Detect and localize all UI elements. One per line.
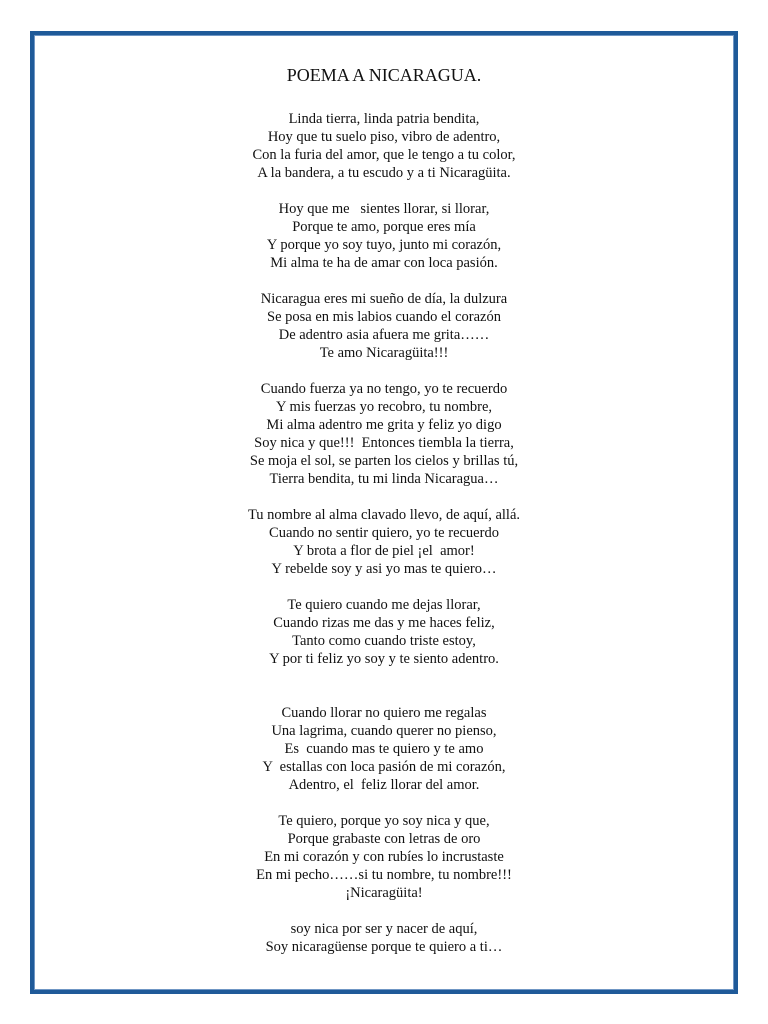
poem-line: Soy nicaragüense porque te quiero a ti… bbox=[265, 939, 503, 955]
poem-line: Tierra bendita, tu mi linda Nicaragua… bbox=[269, 471, 499, 487]
poem-line: En mi pecho……si tu nombre, tu nombre!!! bbox=[256, 867, 512, 883]
stanza-6 bbox=[34, 596, 734, 668]
poem-line: Tu nombre al alma clavado llevo, de aquí, allá. bbox=[247, 507, 521, 523]
poem-body bbox=[34, 110, 734, 974]
poem-line: Porque grabaste con letras de oro bbox=[287, 831, 481, 847]
poem-line: Cuando no sentir quiero, yo te recuerdo bbox=[269, 525, 499, 541]
poem-line: Hoy que tu suelo piso, vibro de adentro, bbox=[267, 129, 501, 145]
poem-line: soy nica por ser y nacer de aquí, bbox=[290, 921, 478, 937]
poem-line: Hoy que me sientes llorar, si llorar, bbox=[278, 201, 490, 217]
poem-line: Te quiero, porque yo soy nica y que, bbox=[278, 813, 490, 829]
poem-line: Tanto como cuando triste estoy, bbox=[292, 633, 476, 649]
poem-line: Nicaragua eres mi sueño de día, la dulzura bbox=[260, 291, 508, 307]
page-frame bbox=[30, 31, 738, 994]
poem-line: Y rebelde soy y asi yo mas te quiero… bbox=[271, 561, 497, 577]
poem-line: De adentro asia afuera me grita…… bbox=[278, 327, 490, 343]
poem-title: POEMA A NICARAGUA. bbox=[286, 65, 482, 85]
poem-line: Y estallas con loca pasión de mi corazón, bbox=[262, 759, 506, 775]
poem-line: Con la furia del amor, que le tengo a tu color, bbox=[252, 147, 516, 163]
poem-line: ¡Nicaragüita! bbox=[345, 885, 423, 901]
poem-line: Cuando llorar no quiero me regalas bbox=[281, 705, 487, 721]
poem-line: Y brota a flor de piel ¡el amor! bbox=[293, 543, 475, 559]
poem-line: Se moja el sol, se parten los cielos y brillas tú, bbox=[249, 453, 519, 469]
poem-line: Linda tierra, linda patria bendita, bbox=[288, 111, 480, 127]
poem-line: Se posa en mis labios cuando el corazón bbox=[267, 309, 501, 325]
poem-line: Adentro, el feliz llorar del amor. bbox=[288, 777, 480, 793]
stanza-2 bbox=[34, 200, 734, 272]
poem-line: Mi alma adentro me grita y feliz yo digo bbox=[266, 417, 502, 433]
stanza-9 bbox=[34, 920, 734, 956]
stanza-7 bbox=[34, 704, 734, 794]
stanza-3 bbox=[34, 290, 734, 362]
stanza-5 bbox=[34, 506, 734, 578]
poem-line: Te amo Nicaragüita!!! bbox=[319, 345, 449, 361]
poem-line: Porque te amo, porque eres mía bbox=[292, 219, 476, 235]
poem-line: Una lagrima, cuando querer no pienso, bbox=[271, 723, 497, 739]
poem-line: Y por ti feliz yo soy y te siento adentro. bbox=[269, 651, 499, 667]
poem-line: Y porque yo soy tuyo, junto mi corazón, bbox=[266, 237, 502, 253]
poem-line: A la bandera, a tu escudo y a ti Nicaragüita. bbox=[257, 165, 511, 181]
stanza-1 bbox=[34, 110, 734, 182]
poem-line: Cuando fuerza ya no tengo, yo te recuerdo bbox=[260, 381, 508, 397]
poem-line: En mi corazón y con rubíes lo incrustaste bbox=[264, 849, 504, 865]
poem-line: Es cuando mas te quiero y te amo bbox=[284, 741, 484, 757]
poem-line: Te quiero cuando me dejas llorar, bbox=[287, 597, 481, 613]
poem-line: Mi alma te ha de amar con loca pasión. bbox=[270, 255, 498, 271]
poem-line: Cuando rizas me das y me haces feliz, bbox=[273, 615, 495, 631]
stanza-8 bbox=[34, 812, 734, 902]
stanza-4 bbox=[34, 380, 734, 488]
poem-line: Soy nica y que!!! Entonces tiembla la tierra, bbox=[254, 435, 514, 451]
poem-line: Y mis fuerzas yo recobro, tu nombre, bbox=[275, 399, 493, 415]
